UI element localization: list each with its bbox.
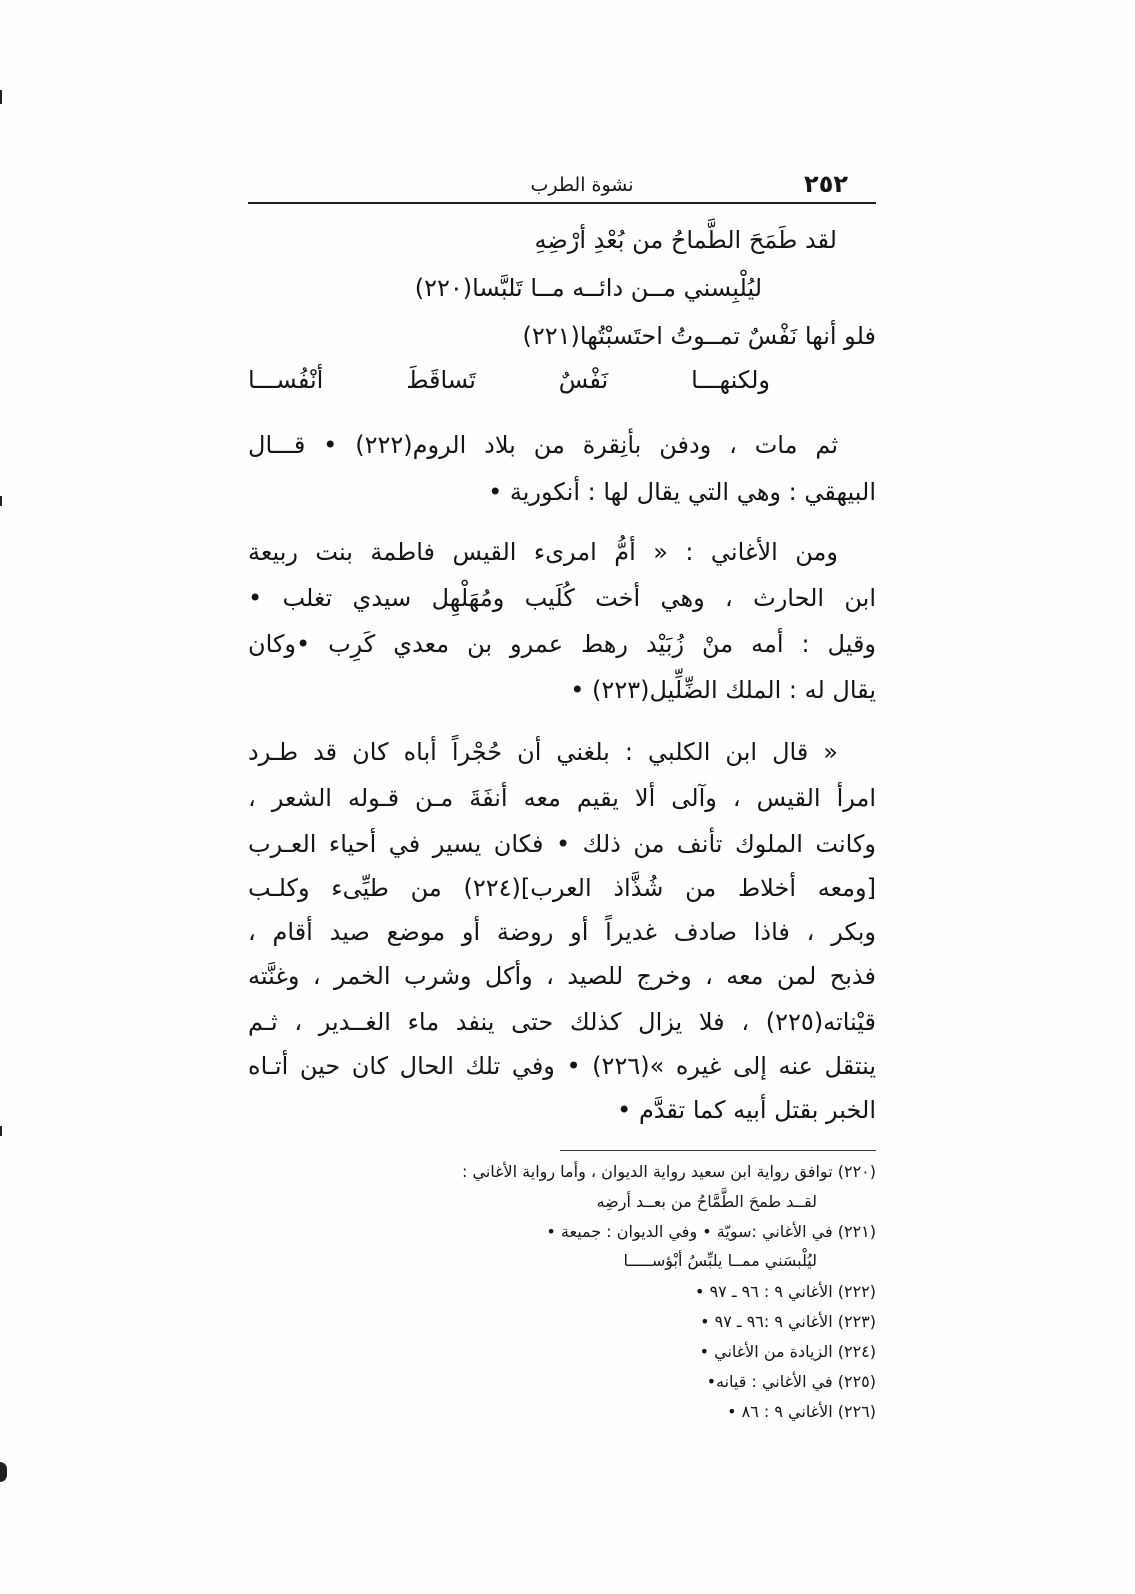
paragraph-line: امرأ القيس ، وآلى ألا يقيم معه أنفَةَ مـن قـوله الشعر ،: [248, 784, 876, 812]
paragraph-line: الخبر بقتل أبيه كما تقدَّم •: [617, 1096, 876, 1124]
paragraph-line: ثم مات ، ودفن بأنِقرة من بلاد الروم(٢٢٢) • قـــال: [248, 431, 838, 459]
footnote-verse: ليُلْبسَني ممــا يلبِّسُ أبْؤســـــا: [623, 1251, 817, 1270]
paragraph-line: يقال له : الملك الضِّلِّيل(٢٢٣) •: [570, 676, 876, 704]
paragraph-line: « قال ابن الكلبي : بلغني أن حُجْراً أباه كان قد طـرد: [248, 738, 838, 766]
paragraph-line: قيْناته(٢٢٥) ، فلا يزال كذلك حتى ينفد ماء الغــدير ، ثـم: [248, 1008, 876, 1036]
paragraph-line: وكانت الملوك تأنف من ذلك • فكان يسير في أحياء العـرب: [248, 830, 876, 858]
running-title: نشوة الطرب: [530, 174, 634, 196]
paragraph-line: ومن الأغاني : « أمُّ امرىء القيس فاطمة بنت ربيعة: [248, 538, 838, 566]
verse-line: ولكنهـــا نَفْسٌ تَساقَطَ أنْفُســـا: [248, 366, 770, 394]
paragraph-line: فذبح لمن معه ، وخرج للصيد ، وأكل وشرب الخمر ، وغنَّته: [248, 962, 876, 990]
footnote: (٢٢٢) الأغاني ٩ : ٩٦ ـ ٩٧ •: [695, 1282, 876, 1301]
footnote: (٢٢٦) الأغاني ٩ : ٨٦ •: [727, 1402, 876, 1421]
footnote-verse: لقــد طمحَ الطَّمَّاحُ من بعــد أرضِه: [596, 1192, 817, 1211]
scan-edge-mark: [0, 496, 2, 506]
footnote-separator: [560, 1150, 876, 1151]
paragraph-line: ينتقل عنه إلى غيره »(٢٢٦) • وفي تلك الحال كان حين أتـاه: [248, 1052, 876, 1080]
scan-edge-mark: [0, 90, 2, 104]
verse-line: ليُلْبِسني مــن دائــه مــا تَلبَّسا(٢٢٠): [414, 274, 762, 302]
footnote: (٢٢٠) توافق رواية ابن سعيد رواية الديوان ، وأما رواية الأغاني :: [462, 1162, 876, 1181]
scan-edge-mark: [0, 1462, 7, 1482]
page-header: [248, 168, 876, 204]
footnote: (٢٢٤) الزيادة من الأغاني •: [699, 1342, 876, 1361]
paragraph-line: [ومعه أخلاط من شُذَّاذ العرب](٢٢٤) من طيِّىء وكلـب: [248, 874, 876, 902]
verse-line: فلو أنها نَفْسٌ تمــوتُ احتَسبْتُها(٢٢١): [522, 322, 876, 350]
paragraph-line: وقيل : أمه منْ زُبَيْد رهط عمرو بن معدي كَرِب •وكان: [248, 630, 876, 658]
paragraph-line: البيهقي : وهي التي يقال لها : أنكورية •: [488, 478, 876, 506]
footnote: (٢٢٣) الأغاني ٩ :٩٦ ـ ٩٧ •: [700, 1312, 876, 1331]
paragraph-line: وبكر ، فاذا صادف غديراً أو روضة أو موضع صيد أقام ،: [248, 918, 876, 946]
footnote: (٢٢١) في الأغاني :سويّة • وفي الديوان : جميعة •: [546, 1222, 876, 1241]
footnote: (٢٢٥) في الأغاني : قيانه•: [706, 1372, 876, 1391]
scan-edge-mark: [0, 1126, 2, 1136]
page-number: ٢٥٢: [804, 170, 848, 198]
paragraph-line: ابن الحارث ، وهي أخت كُلَيب ومُهَلْهِل سيدي تغلب •: [248, 584, 876, 612]
verse-line: لقد طَمَحَ الطَّماحُ من بُعْدِ أرْضِهِ: [534, 226, 837, 254]
